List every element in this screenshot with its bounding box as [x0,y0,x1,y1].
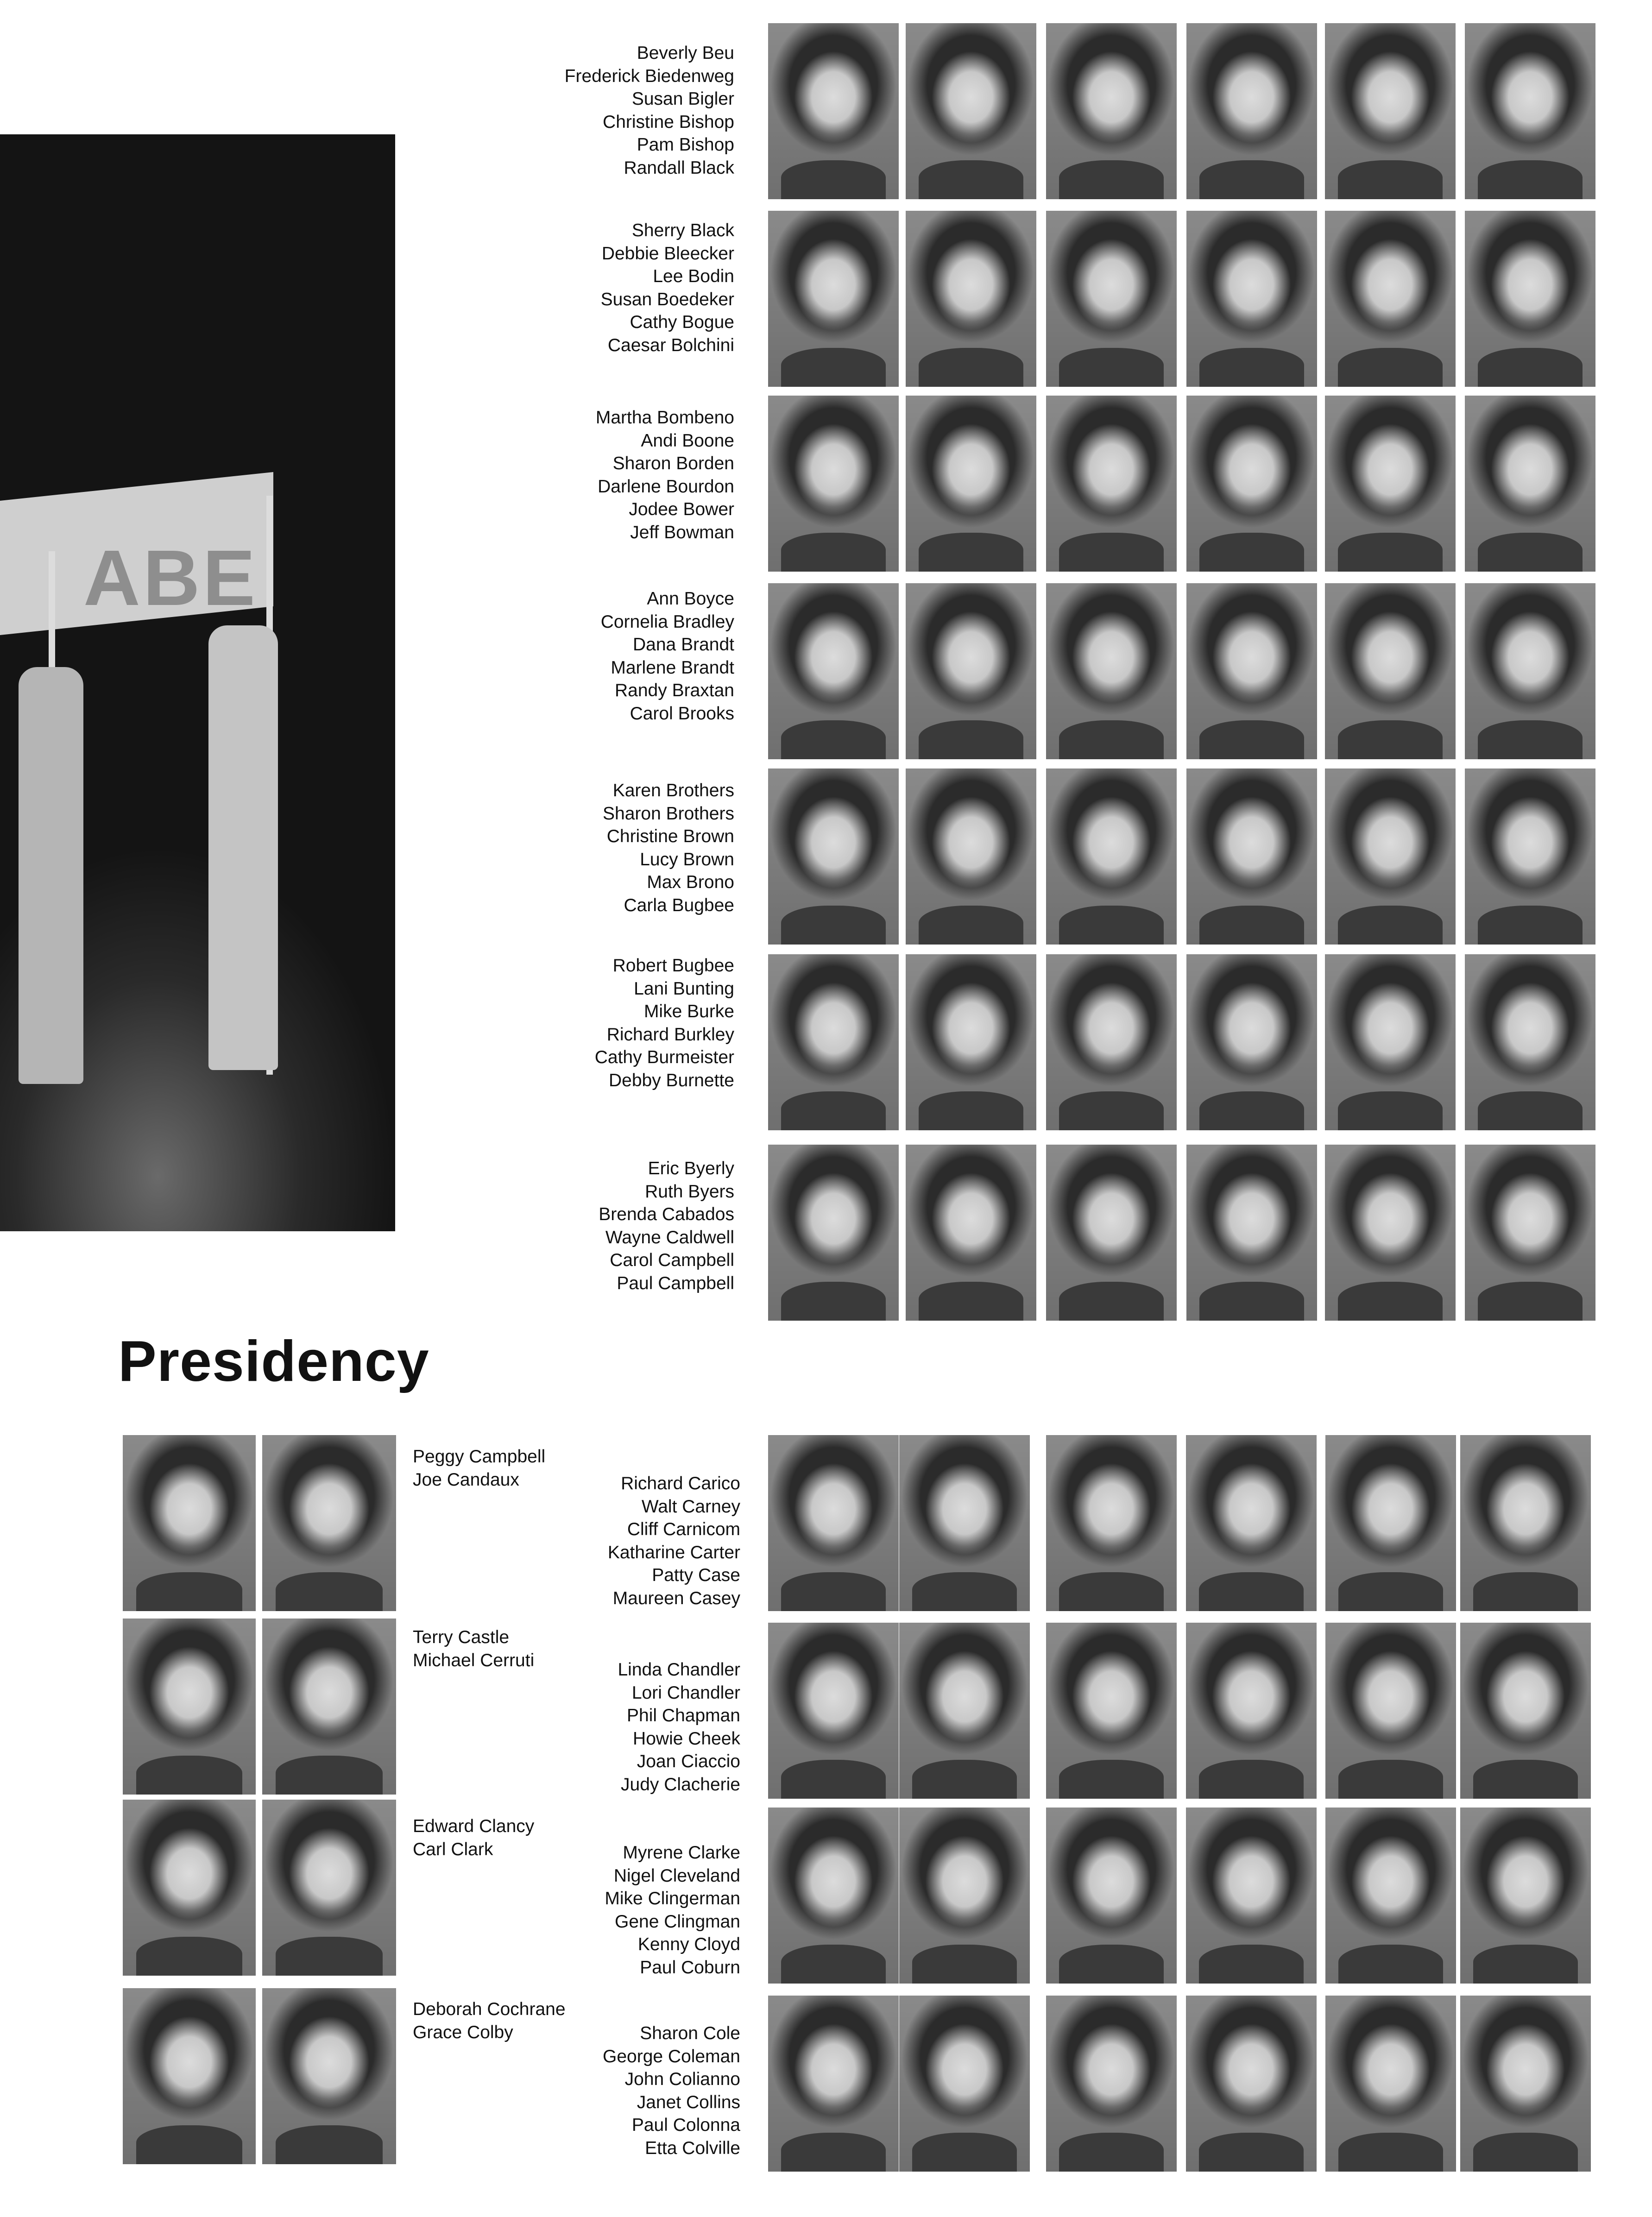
portrait-photo [906,396,1036,572]
student-name: Nigel Cleveland [613,1865,740,1886]
student-name: Frederick Biedenweg [564,66,734,86]
portrait-photo [1186,1808,1317,1984]
student-name: Debby Burnette [608,1070,734,1090]
banner-text: ABE [83,534,258,622]
portrait-photo [906,1145,1036,1321]
portrait-photo [123,1435,256,1611]
name-list [317,42,734,179]
student-name: Susan Bigler [631,89,734,109]
student-name: Peggy Campbell [413,1447,546,1467]
student-figure-left [19,667,83,1084]
portrait-photo [1186,583,1317,759]
student-name: Mike Clingerman [605,1889,740,1908]
student-name: Cathy Burmeister [594,1047,734,1067]
portrait-photo [768,1996,899,2172]
student-name: Carl Clark [413,1839,493,1859]
student-name: Janet Collins [637,2092,740,2112]
portrait-photo [1186,768,1317,945]
portrait-photo [1046,211,1177,387]
portrait-photo [1465,211,1595,387]
portrait-photo [1186,1996,1317,2172]
student-name: Cliff Carnicom [627,1519,740,1539]
portrait-photo [899,1623,1030,1799]
portrait-photo [1465,954,1595,1130]
student-name: Beverly Beu [637,43,734,63]
student-name: Judy Clacherie [621,1774,740,1795]
student-name: Susan Boedeker [600,289,734,309]
student-name: Randall Black [624,157,734,178]
portrait-photo [1325,23,1456,199]
portrait-photo [768,1435,899,1611]
portrait-photo [1046,23,1177,199]
student-name: Ann Boyce [647,589,734,609]
portrait-photo [1046,768,1177,945]
student-name: Richard Burkley [606,1024,734,1045]
portrait-photo [1325,583,1456,759]
student-name: Darlene Bourdon [598,476,734,497]
portrait-photo [1186,211,1317,387]
portrait-photo [1046,396,1177,572]
name-list [416,1472,740,1610]
student-name: Brenda Cabados [599,1204,734,1224]
portrait-photo [906,954,1036,1130]
name-list [317,779,734,917]
student-name: Gene Clingman [615,1911,740,1932]
portrait-photo [262,1435,396,1611]
name-list [317,587,734,725]
portrait-photo [768,768,899,945]
portrait-photo [262,1619,396,1795]
portrait-photo [123,1800,256,1976]
student-name: Marlene Brandt [611,657,734,678]
student-name: Sherry Black [631,220,734,240]
portrait-photo [1046,1996,1177,2172]
student-name: Joe Candaux [413,1469,519,1490]
student-name: Carol Brooks [630,703,734,724]
student-name: Dana Brandt [633,635,734,655]
student-name: Katharine Carter [607,1542,740,1562]
student-name: Linda Chandler [618,1660,740,1680]
portrait-photo [1460,1808,1591,1984]
student-name: Lucy Brown [640,849,734,869]
portrait-photo [1460,1996,1591,2172]
portrait-photo [906,23,1036,199]
student-name: Caesar Bolchini [607,335,734,355]
student-name: Patty Case [652,1565,740,1585]
portrait-photo [1325,954,1456,1130]
portrait-photo [1046,954,1177,1130]
portrait-photo [123,1988,256,2164]
student-name: Paul Coburn [640,1957,740,1978]
portrait-photo [1465,23,1595,199]
name-list [317,219,734,357]
student-name: Terry Castle [413,1627,510,1647]
student-name: Andi Boone [641,430,734,451]
student-name: Grace Colby [413,2022,513,2042]
portrait-photo [768,396,899,572]
student-figure-right [208,625,278,1070]
student-name: Christine Bishop [603,112,734,132]
student-name: Carla Bugbee [624,895,734,915]
portrait-photo [123,1619,256,1795]
student-name: Walt Carney [641,1496,740,1517]
student-name: Carol Campbell [610,1250,734,1270]
portrait-photo [1465,583,1595,759]
portrait-photo [1186,954,1317,1130]
student-name: Pam Bishop [637,135,734,155]
student-name: Mike Burke [643,1001,734,1021]
student-name: Myrene Clarke [623,1843,740,1863]
student-name: Jodee Bower [629,499,734,519]
student-name: Maureen Casey [612,1588,740,1608]
name-list [416,2022,740,2160]
name-list [416,1841,740,1979]
portrait-photo [1046,583,1177,759]
portrait-photo [768,211,899,387]
student-name: Joan Ciaccio [637,1751,740,1771]
student-name: Sharon Borden [612,453,734,473]
portrait-photo [768,954,899,1130]
student-name: Phil Chapman [627,1706,740,1726]
student-name: Richard Carico [621,1474,740,1493]
student-name: Karen Brothers [612,781,734,800]
portrait-photo [1046,1145,1177,1321]
portrait-photo [1325,1145,1456,1321]
portrait-photo [1186,1435,1317,1611]
student-name: Paul Campbell [617,1273,734,1293]
student-name: Kenny Cloyd [637,1934,740,1954]
portrait-photo [1186,1145,1317,1321]
portrait-photo [768,1623,899,1799]
portrait-photo [1325,396,1456,572]
section-heading: Presidency [118,1329,429,1393]
student-name: Randy Braxtan [615,680,734,700]
portrait-photo [1465,768,1595,945]
portrait-photo [899,1996,1030,2172]
portrait-photo [1325,1623,1456,1799]
student-name: Max Brono [647,872,734,892]
portrait-photo [1325,768,1456,945]
portrait-photo [262,1988,396,2164]
portrait-photo [1186,23,1317,199]
portrait-photo [906,583,1036,759]
portrait-photo [906,211,1036,387]
student-name: Lee Bodin [653,266,734,286]
portrait-photo [262,1800,396,1976]
student-name: George Coleman [603,2046,740,2066]
portrait-photo [1465,396,1595,572]
portrait-photo [899,1808,1030,1984]
portrait-photo [1046,1623,1177,1799]
student-name: Sharon Brothers [603,803,734,824]
portrait-photo [906,768,1036,945]
student-name: Lori Chandler [631,1682,740,1703]
portrait-photo [1460,1623,1591,1799]
name-list [317,954,734,1092]
portrait-photo [768,23,899,199]
student-name: Michael Cerruti [413,1650,535,1670]
student-name: Deborah Cochrane [413,1999,566,2019]
student-name: Paul Colonna [631,2115,740,2135]
student-name: Sharon Cole [640,2023,740,2043]
student-name: Ruth Byers [645,1181,734,1202]
portrait-photo [1325,1435,1456,1611]
portrait-photo [1186,396,1317,572]
portrait-photo [1325,211,1456,387]
portrait-photo [899,1435,1030,1611]
portrait-photo [768,1145,899,1321]
portrait-photo [1465,1145,1595,1321]
name-list [317,1157,734,1295]
student-name: Lani Bunting [634,978,734,999]
name-list [317,406,734,544]
portrait-photo [1186,1623,1317,1799]
student-name: John Colianno [624,2069,740,2089]
portrait-photo [1460,1435,1591,1611]
student-name: Wayne Caldwell [605,1227,734,1247]
student-name: Cathy Bogue [630,312,734,332]
portrait-photo [1325,1996,1456,2172]
portrait-photo [768,583,899,759]
student-name: Robert Bugbee [612,956,734,976]
portrait-photo [1046,1435,1177,1611]
student-name: Jeff Bowman [630,522,734,542]
student-name: Martha Bombeno [595,408,734,428]
portrait-photo [1046,1808,1177,1984]
name-list [416,1658,740,1796]
student-name: Howie Cheek [633,1728,740,1749]
student-name: Christine Brown [606,826,734,846]
portrait-photo [1325,1808,1456,1984]
portrait-photo [768,1808,899,1984]
student-name: Etta Colville [645,2138,740,2158]
student-name: Eric Byerly [648,1159,734,1178]
student-name: Debbie Bleecker [601,243,734,264]
student-name: Edward Clancy [413,1816,535,1836]
student-name: Cornelia Bradley [600,611,734,632]
